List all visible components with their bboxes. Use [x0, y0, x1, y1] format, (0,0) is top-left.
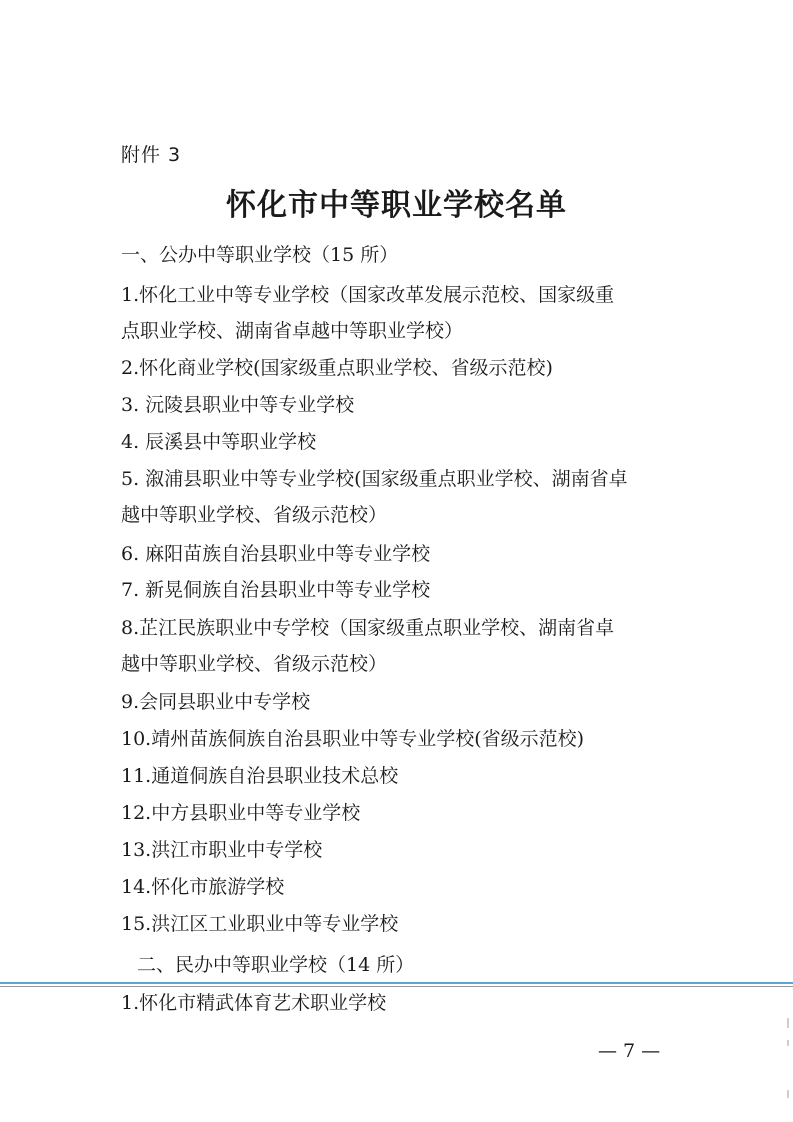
list-item: 1.怀化工业中等专业学校（国家改革发展示范校、国家级重: [121, 284, 615, 306]
list-item: 13.洪江市职业中专学校: [121, 839, 323, 861]
scan-edge-mark: [787, 1040, 789, 1046]
list-item: 15.洪江区工业职业中等专业学校: [121, 913, 399, 935]
list-item: 1.怀化市精武体育艺术职业学校: [121, 992, 387, 1014]
list-item: 11.通道侗族自治县职业技术总校: [121, 765, 399, 787]
section-heading-public: 一、公办中等职业学校（15 所）: [121, 244, 399, 266]
page-number: — 7 —: [598, 1040, 661, 1062]
list-item-continuation: 越中等职业学校、省级示范校）: [121, 653, 388, 675]
page-divider-shadow: [0, 986, 793, 987]
list-item: 4. 辰溪县中等职业学校: [121, 431, 317, 453]
scan-edge-mark: [787, 1018, 789, 1028]
document-title: 怀化市中等职业学校名单: [226, 188, 567, 223]
list-item: 2.怀化商业学校(国家级重点职业学校、省级示范校): [121, 357, 553, 379]
list-item-continuation: 越中等职业学校、省级示范校）: [121, 504, 388, 526]
page-divider: [0, 982, 793, 984]
list-item: 9.会同县职业中专学校: [121, 691, 311, 713]
list-item: 3. 沅陵县职业中等专业学校: [121, 394, 355, 416]
list-item: 12.中方县职业中等专业学校: [121, 802, 361, 824]
section-heading-private: 二、民办中等职业学校（14 所）: [137, 954, 415, 976]
list-item: 6. 麻阳苗族自治县职业中等专业学校: [121, 543, 431, 565]
attachment-label: 附件 3: [121, 144, 182, 166]
list-item-continuation: 点职业学校、湖南省卓越中等职业学校）: [121, 320, 464, 342]
list-item: 7. 新晃侗族自治县职业中等专业学校: [121, 579, 431, 601]
list-item: 10.靖州苗族侗族自治县职业中等专业学校(省级示范校): [121, 728, 585, 750]
list-item: 8.芷江民族职业中专学校（国家级重点职业学校、湖南省卓: [121, 617, 615, 639]
list-item: 14.怀化市旅游学校: [121, 876, 285, 898]
list-item: 5. 溆浦县职业中等专业学校(国家级重点职业学校、湖南省卓: [121, 468, 628, 490]
scan-edge-mark: [787, 1090, 789, 1098]
